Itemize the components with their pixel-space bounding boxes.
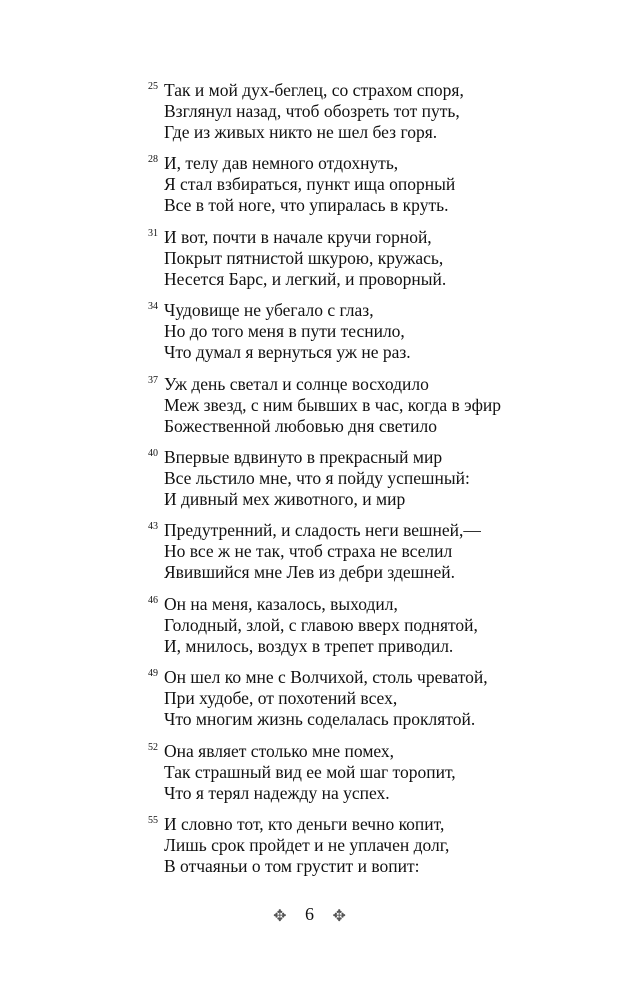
verse-line: Впервые вдвинуто в прекрасный мир bbox=[164, 446, 443, 467]
verse-line: Предутренний, и сладость неги вешней,— bbox=[164, 520, 481, 541]
stanza bbox=[148, 594, 548, 657]
verse-line: И, телу дав немного отдохнуть, bbox=[164, 153, 399, 174]
verse-line: Божественной любовью дня светило bbox=[164, 415, 438, 436]
verse-line: В отчаяньи о том грустит и вопит: bbox=[164, 855, 420, 876]
verse-line: Он на меня, казалось, выходил, bbox=[164, 593, 398, 614]
verse-number: 40 bbox=[148, 447, 158, 459]
verse-line: Я стал взбираться, пункт ища опорный bbox=[164, 174, 456, 195]
verse-number: 31 bbox=[148, 227, 158, 239]
verse-number: 25 bbox=[148, 81, 158, 92]
stanza bbox=[148, 814, 548, 877]
verse-line: Все льстило мне, что я пойду успешный: bbox=[164, 467, 470, 488]
verse-text bbox=[148, 80, 548, 887]
verse-line: При худобе, от похотений всех, bbox=[164, 688, 398, 709]
verse-line: Чудовище не убегало с глаз, bbox=[164, 300, 374, 321]
verse-line: Меж звезд, с ним бывших в час, когда в эфир bbox=[164, 394, 502, 415]
verse-line: Все в той ноге, что упиралась в круть. bbox=[164, 195, 449, 216]
page-footer bbox=[0, 904, 619, 926]
verse-line: Несется Барс, и легкий, и проворный. bbox=[164, 268, 447, 289]
verse-number: 43 bbox=[148, 521, 158, 533]
verse-number: 46 bbox=[148, 594, 158, 606]
verse-line: Взглянул назад, чтоб обозреть тот путь, bbox=[164, 101, 460, 121]
verse-line: И вот, почти в начале кручи горной, bbox=[164, 226, 432, 247]
verse-line: И словно тот, кто деньги вечно копит, bbox=[164, 813, 445, 834]
verse-line: Что я терял надежду на успех. bbox=[164, 782, 390, 803]
verse-number: 37 bbox=[148, 374, 158, 386]
verse-line: Уж день светал и солнце восходило bbox=[164, 373, 429, 394]
verse-number: 52 bbox=[148, 741, 158, 753]
verse-number: 34 bbox=[148, 301, 158, 313]
stanza bbox=[148, 741, 548, 804]
stanza bbox=[148, 227, 548, 290]
stanza bbox=[148, 374, 548, 437]
stanza bbox=[148, 80, 548, 143]
verse-line: Но все ж не так, чтоб страха не вселил bbox=[164, 541, 453, 562]
verse-line: И, мнилось, воздух в трепет приводил. bbox=[164, 635, 454, 656]
verse-line: Голодный, злой, с главою вверх поднятой, bbox=[164, 614, 478, 635]
stanza bbox=[148, 667, 548, 730]
verse-line: Он шел ко мне с Волчихой, столь чреватой, bbox=[164, 667, 488, 688]
verse-number: 49 bbox=[148, 668, 158, 680]
page-number: 6 bbox=[305, 904, 314, 924]
stanza bbox=[148, 447, 548, 510]
verse-line: Лишь срок пройдет и не уплачен долг, bbox=[164, 834, 450, 855]
verse-line: Что думал я вернуться уж не раз. bbox=[164, 342, 411, 363]
verse-line: И дивный мех животного, и мир bbox=[164, 488, 406, 509]
verse-line: Так страшный вид ее мой шаг торопит, bbox=[164, 761, 456, 782]
verse-line: Но до того меня в пути теснило, bbox=[164, 321, 405, 342]
stanza bbox=[148, 520, 548, 583]
verse-number: 55 bbox=[148, 814, 158, 826]
verse-line: Покрыт пятнистой шкурою, кружась, bbox=[164, 247, 444, 268]
verse-number: 28 bbox=[148, 154, 158, 166]
ornament-left-icon: ✥ bbox=[273, 907, 287, 925]
verse-line: Где из живых никто не шел без горя. bbox=[164, 122, 438, 142]
verse-line: Явившийся мне Лев из дебри здешней. bbox=[164, 562, 456, 583]
verse-line: Что многим жизнь соделалась проклятой. bbox=[164, 709, 476, 730]
ornament-right-icon: ✥ bbox=[332, 907, 346, 925]
verse-line: Она являет столько мне помех, bbox=[164, 740, 395, 761]
verse-line: Так и мой дух-беглец, со страхом споря, bbox=[164, 80, 464, 100]
stanza bbox=[148, 153, 548, 216]
stanza bbox=[148, 300, 548, 363]
